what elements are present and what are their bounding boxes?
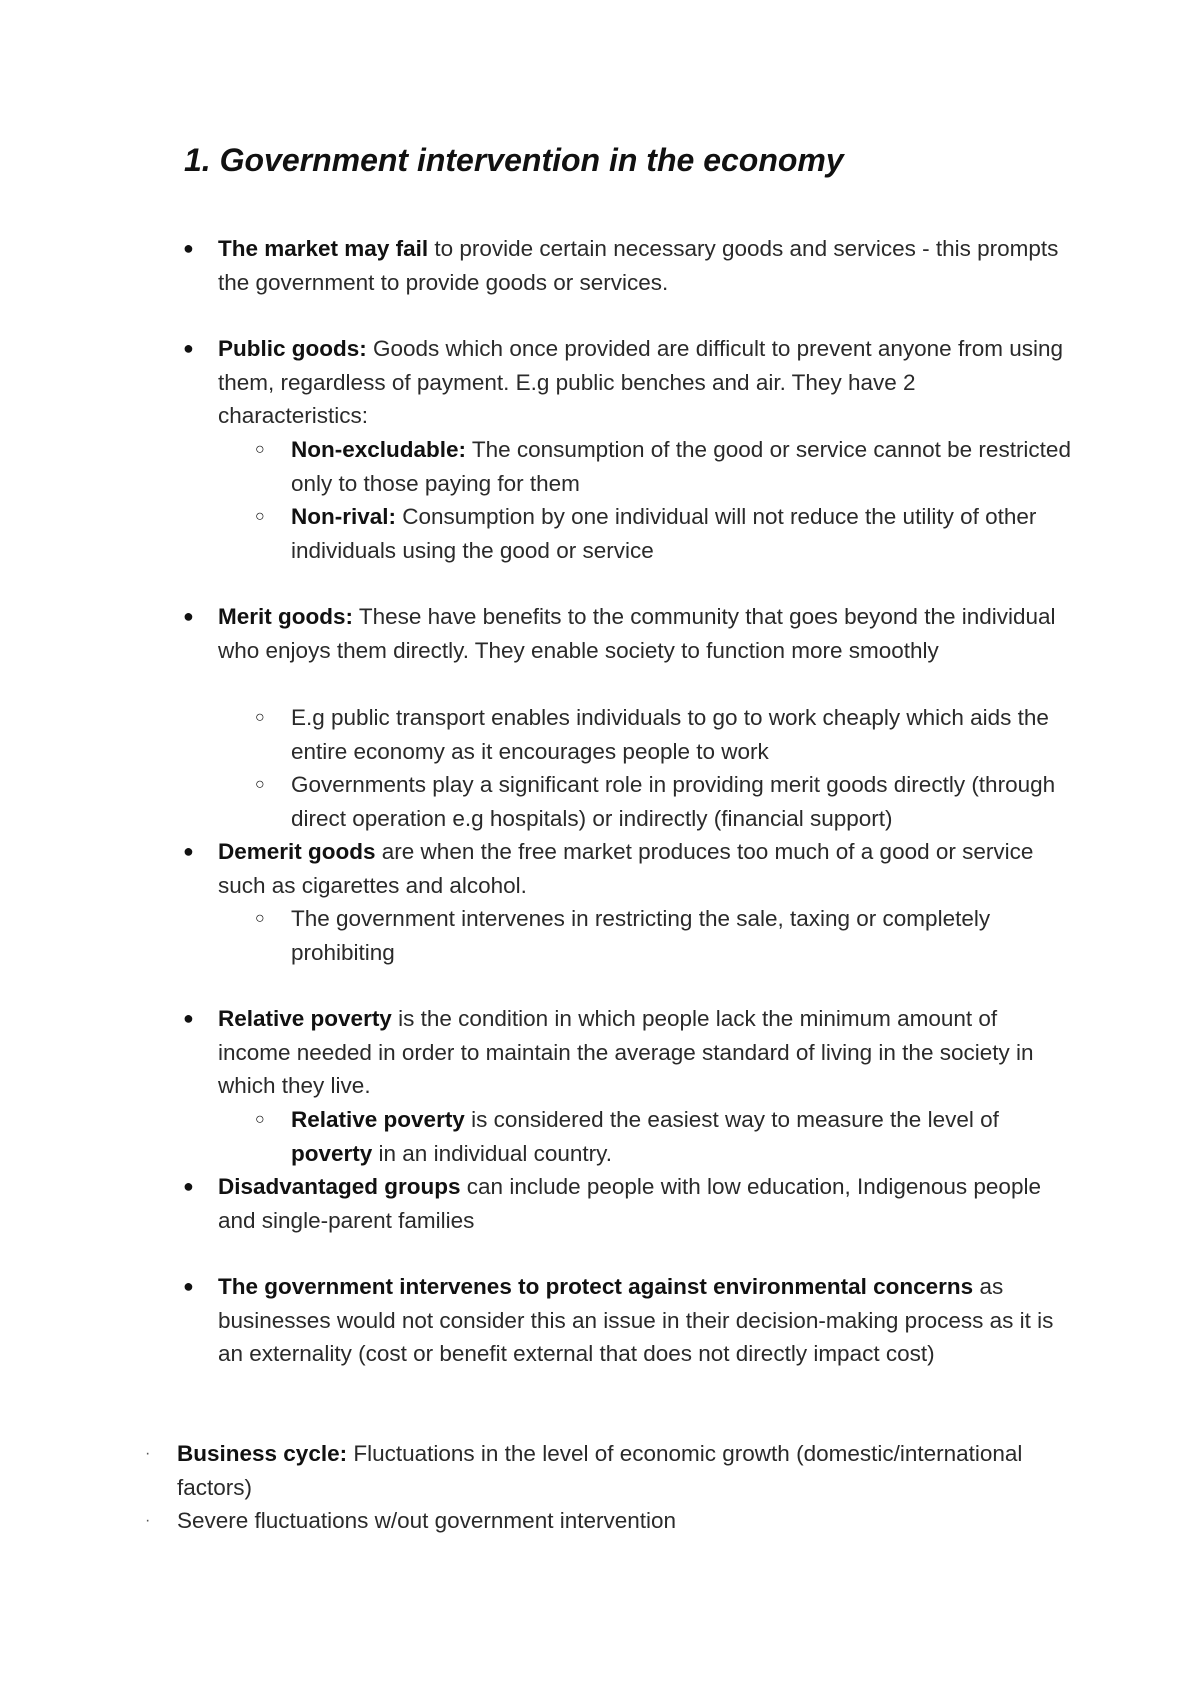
list-item-business-cycle [177, 1437, 1067, 1504]
bullet-icon: ● [183, 338, 194, 358]
definition: is considered the easiest way to measure the level of [464, 1107, 999, 1132]
term: Business cycle: [177, 1441, 348, 1466]
hollow-bullet-icon: ○ [255, 776, 265, 793]
list-item-demerit-goods [218, 835, 1068, 902]
term: poverty [291, 1140, 373, 1166]
hollow-bullet-icon: ○ [255, 508, 265, 525]
definition: Severe fluctuations w/out government intervention [177, 1508, 677, 1533]
definition: are when the free market produces too much of a good or service such as cigarettes and alcohol. [218, 839, 1034, 898]
hollow-bullet-icon: ○ [255, 910, 265, 927]
term: Non-rival: [291, 504, 397, 529]
definition: to provide certain necessary goods and services - this prompts the government to provide goods or services. [218, 236, 1059, 295]
small-bullet-icon: · [145, 1445, 151, 1462]
definition: E.g public transport enables individuals to go to work cheaply which aids the entire economy as it encourages people to work [291, 705, 1049, 764]
term: Merit goods: [218, 604, 353, 629]
definition: The consumption of the good or service cannot be restricted only to those paying for them [291, 437, 1071, 496]
bullet-icon: ● [183, 1276, 194, 1296]
list-item-merit-goods [218, 600, 1068, 667]
term: The government intervenes to protect against environmental concerns [218, 1274, 974, 1299]
bullet-icon: ● [183, 1008, 194, 1028]
term: Demerit goods [218, 839, 376, 864]
definition: is the condition in which people lack the minimum amount of income needed in order to maintain the average standard of living in the society in which they live. [218, 1006, 1034, 1098]
term: Non-excludable: [291, 437, 467, 462]
hollow-bullet-icon: ○ [255, 1111, 265, 1128]
bullet-icon: ● [183, 606, 194, 626]
definition: Goods which once provided are difficult to prevent anyone from using them, regardless of payment. E.g public benches and air. They have 2 characteristics: [218, 336, 1063, 428]
term: Disadvantaged groups [218, 1174, 461, 1199]
definition: Governments play a significant role in providing merit goods directly (through direct operation e.g hospitals) or indirectly (financial support) [291, 772, 1056, 831]
bullet-icon: ● [183, 841, 194, 861]
list-item-merit-government [291, 768, 1071, 835]
list-item-non-rival [291, 500, 1071, 567]
list-item-disadvantaged [218, 1170, 1068, 1237]
list-item-merit-example [291, 701, 1071, 768]
list-item-market-fail [218, 232, 1068, 299]
term: Relative poverty [291, 1107, 465, 1132]
bullet-icon: ● [183, 1176, 194, 1196]
definition: can include people with low education, Indigenous people and single-parent families [218, 1174, 1041, 1233]
definition: in an individual country. [372, 1140, 613, 1166]
definition: These have benefits to the community that goes beyond the individual who enjoys them directly. They enable society to function more smoothly [218, 604, 1056, 663]
term: The market may fail [218, 236, 429, 261]
list-item-non-excludable [291, 433, 1071, 500]
definition: as businesses would not consider this an issue in their decision-making process as it is an externality (cost or benefit external that does not directly impact cost) [218, 1274, 1054, 1366]
definition: The government intervenes in restricting the sale, taxing or completely prohibiting [291, 906, 991, 965]
list-item-relative-poverty [218, 1002, 1068, 1103]
page-title: 1. Government intervention in the economy [184, 142, 844, 178]
list-item-environment [218, 1270, 1068, 1371]
list-item-poverty-measure [291, 1103, 1071, 1170]
hollow-bullet-icon: ○ [255, 709, 265, 726]
definition: Consumption by one individual will not reduce the utility of other individuals using the good or service [291, 504, 1037, 563]
list-item-public-goods [218, 332, 1068, 433]
small-bullet-icon: · [145, 1512, 151, 1529]
hollow-bullet-icon: ○ [255, 441, 265, 458]
bullet-icon: ● [183, 238, 194, 258]
term: Public goods: [218, 336, 367, 361]
term: Relative poverty [218, 1006, 392, 1031]
list-item-severe-fluctuations [177, 1504, 1067, 1538]
list-item-demerit-intervention [291, 902, 1071, 969]
definition: Fluctuations in the level of economic growth (domestic/international factors) [177, 1441, 1023, 1500]
